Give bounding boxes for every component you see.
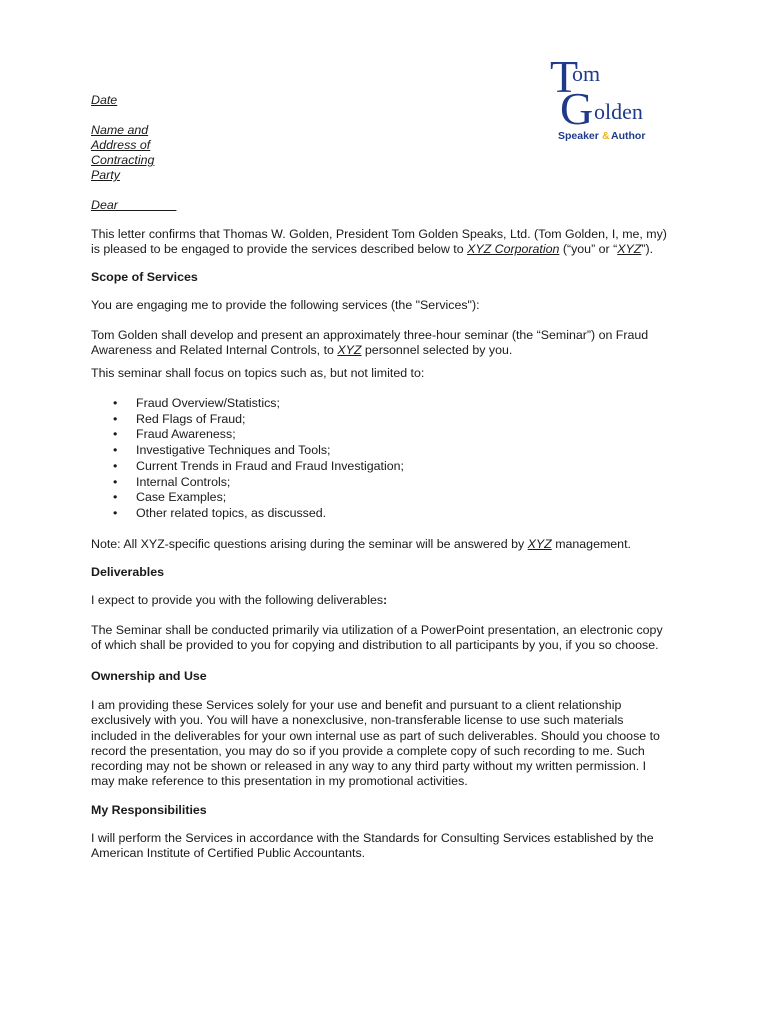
- bullet-icon: •: [113, 505, 118, 520]
- address-line-1: Name and: [91, 123, 149, 137]
- bullet-icon: •: [113, 396, 118, 410]
- bullet-icon: •: [113, 474, 118, 489]
- deliverables-paragraph-1: I expect to provide you with the following deliverables:: [91, 593, 388, 607]
- xyz-link: XYZ: [527, 537, 552, 551]
- scope-paragraph-2: Tom Golden shall develop and present an approximately three-hour seminar (the “Seminar”) on Fraud Awareness and Related Internal Controls, to XYZ personnel selected by you.: [91, 328, 649, 358]
- list-item: • Internal Controls;: [113, 474, 231, 489]
- xyz-link: XYZ: [617, 242, 642, 257]
- xyz-link: XYZ: [337, 343, 362, 358]
- bullet-icon: •: [113, 490, 118, 505]
- responsibilities-heading: My Responsibilities: [91, 803, 207, 817]
- bullet-icon: •: [113, 411, 118, 426]
- deliverables-paragraph-2: The Seminar shall be conducted primarily via utilization of a PowerPoint presentation, an electronic copy of which shall be provided to you for copying and distribution to all participants by you, if you so choose.: [91, 623, 663, 653]
- xyz-corporation-link: XYZ Corporation: [467, 242, 560, 257]
- responsibilities-paragraph: I will perform the Services in accordance with the Standards for Consulting Services established by the American Institute of Certified Public Accountants.: [91, 831, 654, 861]
- bullet-icon: •: [113, 443, 118, 458]
- scope-paragraph-3: This seminar shall focus on topics such as, but not limited to:: [91, 366, 425, 380]
- list-item: • Current Trends in Fraud and Fraud Investigation;: [113, 458, 404, 473]
- date-field: Date: [91, 93, 118, 107]
- bullet-icon: •: [113, 427, 118, 442]
- logo-letter-t: T: [550, 54, 579, 102]
- intro-line-1: This letter confirms that Thomas W. Golden, President Tom Golden Speaks, Ltd. (Tom Golden, I, me, my): [91, 227, 667, 241]
- intro-paragraph: [91, 227, 691, 258]
- logo-tagline-left: Speaker: [558, 130, 599, 142]
- address-line-2: Address of: [91, 138, 151, 152]
- salutation: Dear ________: [91, 198, 177, 212]
- list-item: • Fraud Awareness;: [113, 427, 236, 442]
- list-item: • Investigative Techniques and Tools;: [113, 443, 331, 458]
- list-item: • Other related topics, as discussed.: [113, 505, 327, 520]
- scope-heading: Scope of Services: [91, 270, 198, 284]
- list-item: • Fraud Overview/Statistics;: [113, 396, 280, 410]
- address-line-4: Party: [91, 168, 120, 182]
- logo-graphic: [548, 54, 668, 146]
- logo-tagline-right: Author: [611, 130, 646, 142]
- bullet-icon: •: [113, 458, 118, 473]
- intro-line-2: is pleased to be engaged to provide the services described below to XYZ Corporation (“you” or “XYZ”).: [91, 242, 654, 257]
- address-line-3: Contracting: [91, 153, 155, 167]
- ownership-paragraph: I am providing these Services solely for your use and benefit and pursuant to a client relationship exclusively with you. You will have a nonexclusive, non-transferable license to use such materials included in the deliverables for your own internal use as part of such deliverables. Should you choose to record the presentation, you may do so if you provide a complete copy of such recording to me. Such recording may not be shown or released in any way to any third party without my written permission. I may make reference to this presentation in my promotional activities.: [91, 698, 660, 789]
- list-item: • Case Examples;: [113, 490, 227, 505]
- list-item: • Red Flags of Fraud;: [113, 411, 246, 426]
- scope-note: Note: All XYZ-specific questions arising during the seminar will be answered by XYZ management.: [91, 537, 631, 551]
- topics-list: [91, 396, 404, 522]
- deliverables-heading: Deliverables: [91, 565, 165, 579]
- ownership-heading: Ownership and Use: [91, 669, 207, 683]
- tom-golden-logo: [548, 54, 668, 146]
- logo-ampersand: &: [602, 130, 610, 142]
- logo-letter-g: G: [560, 83, 594, 134]
- scope-paragraph-1: You are engaging me to provide the following services (the "Services"):: [91, 298, 480, 312]
- logo-line1: om: [572, 61, 601, 86]
- logo-line2: olden: [594, 99, 643, 124]
